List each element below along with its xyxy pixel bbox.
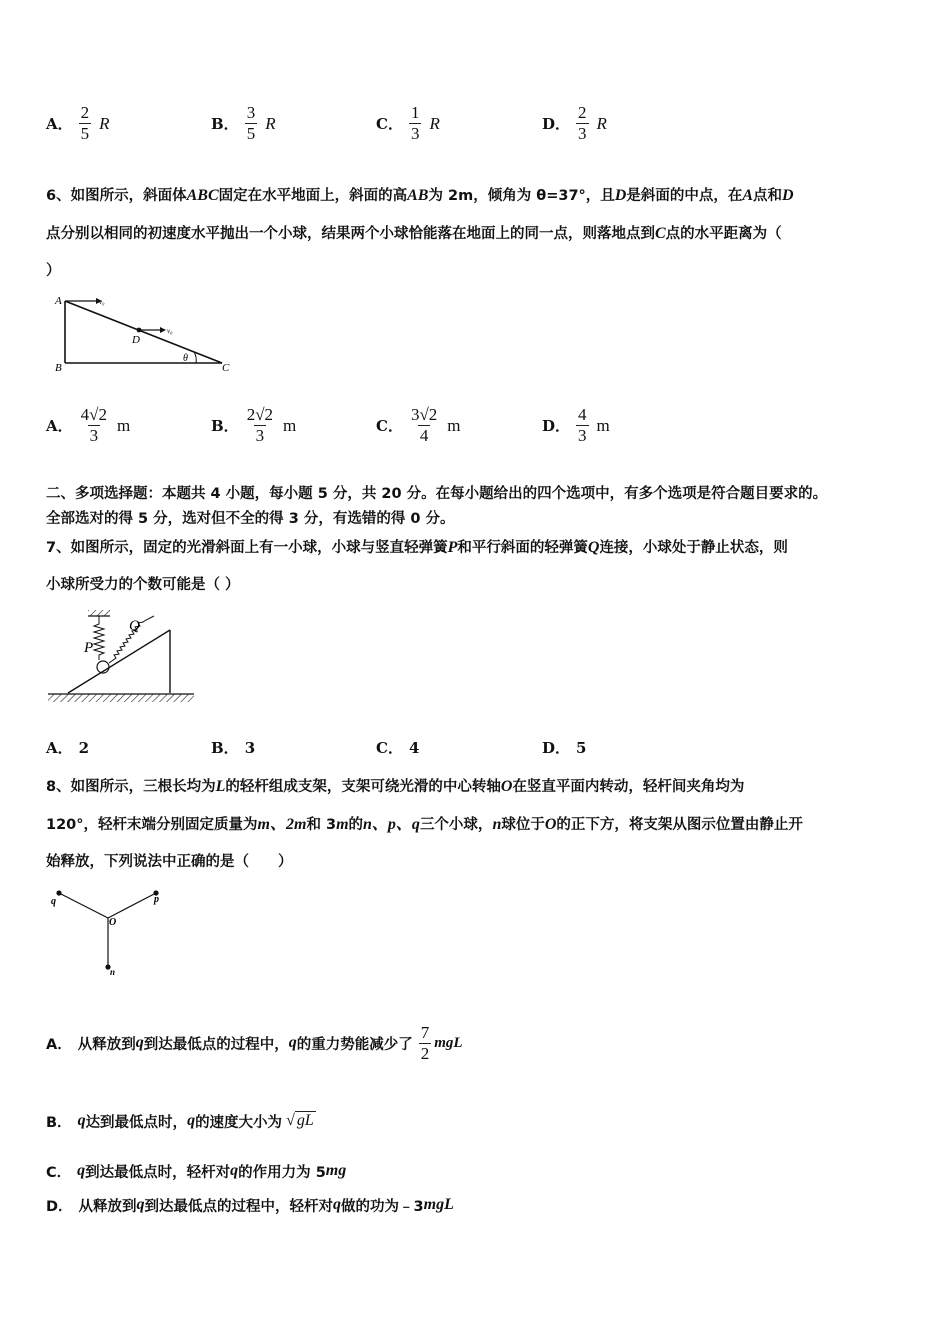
fraction: $\frac{2}{3}$	[578, 103, 587, 143]
q6-line2: 点分别以相同的初速度水平抛出一个小球，结果两个小球恰能落在地面上的同一点，则落地点到C点的水平距离为（	[46, 225, 782, 242]
rod-op	[108, 893, 156, 918]
spring-p	[94, 616, 104, 660]
label-d: D	[132, 334, 140, 346]
q6-line1: 6、如图所示，斜面体ABC固定在水平地面上，斜面的高AB为 2m，倾角为 θ=37°，且D是斜面的中点，在A点和D	[46, 187, 794, 204]
q5-option-c[interactable]: C． $\frac{1}{3}$ R	[376, 103, 440, 143]
fraction: $\frac{7}{2}$	[420, 1022, 430, 1063]
q6-line3: ）	[46, 263, 61, 279]
ground-hatch	[48, 694, 194, 702]
q6-option-c[interactable]: C． $\frac{3√2}{4}$ m	[376, 405, 461, 445]
q5-option-a[interactable]: A． $\frac{2}{5}$ R	[46, 103, 110, 143]
label-p: p	[154, 894, 159, 905]
fraction: $\frac{4}{3}$	[578, 405, 587, 445]
arrowhead-d	[160, 327, 166, 333]
q7-stem	[46, 529, 908, 604]
q8-option-b[interactable]: B． q 达到最低点时， q 的速度大小为 √ gL	[46, 1112, 314, 1131]
label-v0-d: v₀	[167, 327, 173, 335]
fraction: $\frac{2}{5}$	[80, 103, 90, 143]
ceiling-hatch	[88, 610, 110, 616]
label-p: P	[84, 640, 94, 656]
section2-line1: 二、多项选择题：本题共 4 小题，每小题 5 分，共 20 分。在每小题给出的四个选项中，有多个选项是符合题目要求的。	[46, 486, 828, 502]
label-n: n	[110, 967, 116, 977]
q8-frame-figure	[48, 882, 178, 977]
q8-stem	[46, 768, 908, 881]
square-root: √ gL	[286, 1112, 314, 1129]
incline-ac	[65, 301, 222, 363]
q6-option-d[interactable]: D． $\frac{4}{3}$ m	[542, 405, 610, 445]
q6-option-a[interactable]: A． $\frac{4√2}{3}$ m	[46, 405, 131, 445]
q5-options	[46, 104, 666, 148]
q8-option-d[interactable]: D． 从释放到 q 到达最低点的过程中，轻杆对 q 做的功为﹣3 mgL	[46, 1196, 454, 1215]
angle-arc	[194, 352, 196, 363]
q8-line2: 120°，轻杆末端分别固定质量为m、2m和 3m的n、p、q三个小球，n球位于O的正下方，将支架从图示位置由静止开	[46, 816, 803, 833]
q7-option-b[interactable]: B． 3	[211, 738, 256, 757]
label-theta: θ	[183, 353, 188, 364]
q8-option-a[interactable]: A． 从释放到 q 到达最低点的过程中， q 的重力势能减少了 $\frac{7}{2}$ mgL	[46, 1022, 463, 1063]
label-a: A	[55, 295, 62, 307]
q7-option-a[interactable]: A． 2	[46, 738, 90, 757]
fraction: $\frac{3}{5}$	[246, 103, 256, 143]
fraction: $\frac{1}{3}$	[410, 103, 420, 143]
q5-option-b[interactable]: B． $\frac{3}{5}$ R	[211, 103, 276, 143]
label-b: B	[55, 362, 62, 374]
q5-option-d[interactable]: D． $\frac{2}{3}$ R	[542, 103, 607, 143]
q6-stem	[46, 177, 908, 290]
q7-option-c[interactable]: C． 4	[376, 738, 420, 757]
section2-line2: 全部选对的得 5 分，选对但不全的得 3 分，有选错的得 0 分。	[46, 511, 455, 527]
q8-line1: 8、如图所示，三根长均为L的轻杆组成支架，支架可绕光滑的中心转轴O在竖直平面内转动，轻杆间夹角均为	[46, 778, 745, 795]
q8-line3: 始释放，下列说法中正确的是（ ）	[46, 854, 293, 870]
q8-option-c[interactable]: C． q 到达最低点时，轻杆对 q 的作用力为 5 mg	[46, 1162, 347, 1181]
q7-option-d[interactable]: D． 5	[542, 738, 587, 757]
fraction: $\frac{3√2}{4}$	[410, 405, 438, 445]
label-q: q	[51, 896, 56, 907]
q6-incline-figure	[50, 292, 235, 374]
q7-spring-figure	[46, 610, 198, 710]
q7-line1: 7、如图所示，固定的光滑斜面上有一小球，小球与竖直轻弹簧P和平行斜面的轻弹簧Q连接，小球处于静止状态，则	[46, 539, 788, 556]
q7-options	[46, 737, 666, 767]
rod-oq	[59, 893, 108, 918]
fraction: $\frac{2√2}{3}$	[246, 405, 274, 445]
label-o: O	[109, 917, 117, 928]
section2-header	[46, 482, 916, 532]
label-v0-a: v₀	[99, 298, 105, 306]
q7-line2: 小球所受力的个数可能是（ ）	[46, 577, 240, 593]
ball-q	[56, 890, 61, 895]
q6-options	[46, 406, 666, 452]
fraction: $\frac{4√2}{3}$	[80, 405, 107, 445]
label-c: C	[222, 362, 230, 374]
q6-option-b[interactable]: B． $\frac{2√2}{3}$ m	[211, 405, 297, 445]
label-q: Q	[129, 618, 140, 634]
